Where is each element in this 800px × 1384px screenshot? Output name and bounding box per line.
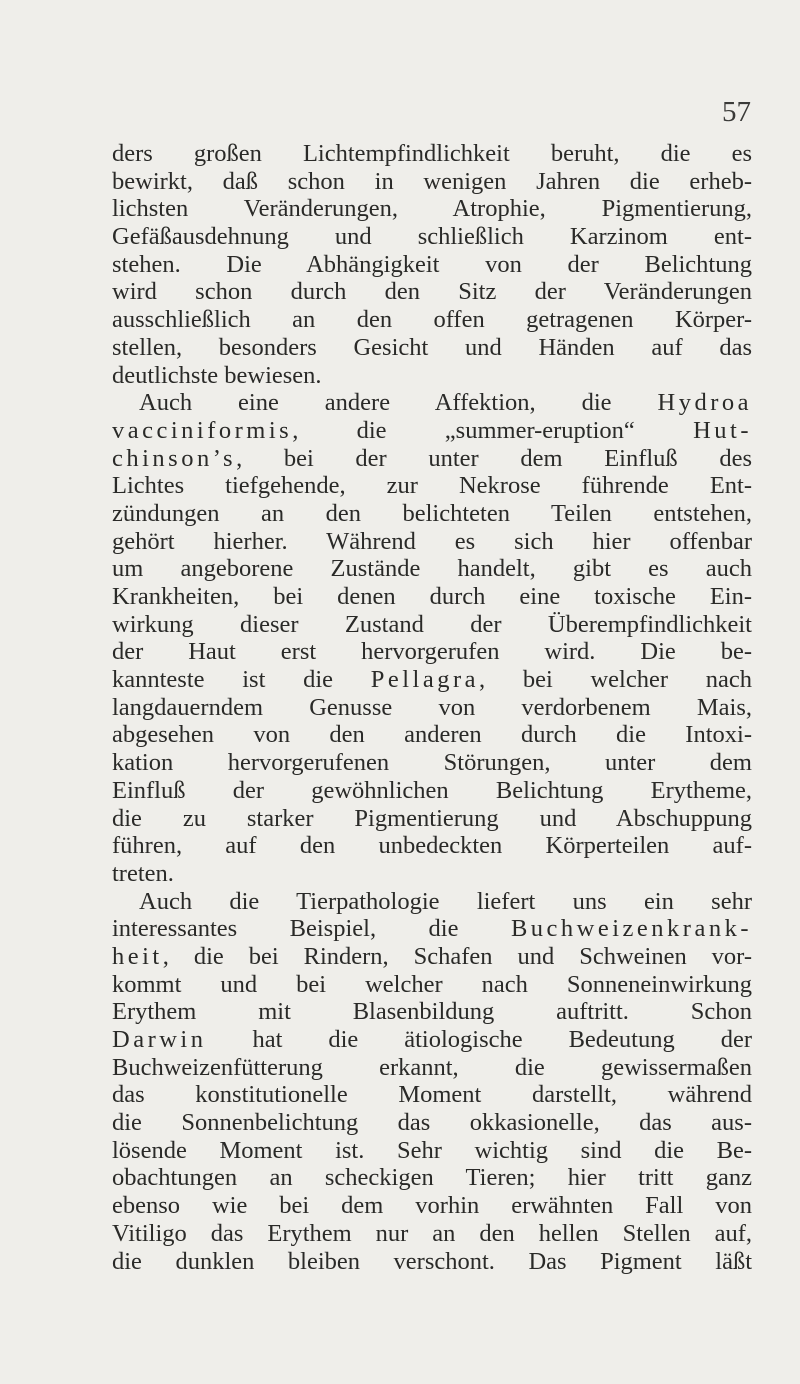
text-line: deutlichste bewiesen. [112,361,322,389]
text-line: ebenso wie bei dem vorhin erwähnten Fall von [112,1192,752,1220]
text-line: Krankheiten, bei denen durch eine toxische Ein- [112,583,752,610]
text-line: der Haut erst hervorgerufen wird. Die be- [112,638,752,666]
text-segment: , die bei Rindern, Schafen und Schweinen vor- [162,942,752,970]
text-segment: kannteste ist die [112,666,371,694]
spaced-term: Pellagra [370,666,480,694]
text-line: stellen, besonders Gesicht und Händen auf das [112,333,752,361]
spaced-term: Buchweizenkrank- [510,915,752,943]
spaced-term: vacciniformis [112,416,293,444]
text-line: gehört hierher. Während es sich hier offenbar [112,527,752,555]
text-line: führen, auf den unbedeckten Körperteilen auf- [112,832,752,860]
text-line: Lichtes tiefgehende, zur Nekrose führende Ent- [112,472,752,500]
text-line [112,1026,752,1054]
text-segment: interessantes Beispiel, die [112,915,511,943]
text-line [112,417,752,445]
text-segment: , die „summer-eruption“ [292,416,694,444]
text-line: kation hervorgerufenen Störungen, unter dem [112,749,752,777]
text-line: Gefäßausdehnung und schließlich Karzinom ent- [112,223,752,251]
text-line: das konstitutionelle Moment darstellt, während [112,1081,752,1109]
text-line: Einfluß der gewöhnlichen Belichtung Erytheme, [112,776,752,804]
text-line [112,389,752,417]
text-line: langdauerndem Genusse von verdorbenem Mais, [112,693,752,721]
text-line: lösende Moment ist. Sehr wichtig sind die Be- [112,1136,752,1164]
text-line: Erythem mit Blasenbildung auftritt. Schon [112,998,752,1026]
text-line: die Sonnenbelichtung das okkasionelle, das aus- [112,1109,752,1137]
text-line: die zu starker Pigmentierung und Abschuppung [112,804,752,832]
text-line: obachtungen an scheckigen Tieren; hier tritt ganz [112,1164,752,1192]
text-line: lichsten Veränderungen, Atrophie, Pigmentierung, [112,195,752,223]
text-line: stehen. Die Abhängigkeit von der Belichtung [112,250,752,278]
text-line: abgesehen von den anderen durch die Intoxi- [112,721,752,749]
text-line: Auch die Tierpathologie liefert uns ein sehr [139,887,752,915]
text-line: treten. [112,859,174,887]
text-line [112,915,752,943]
text-line: kommt und bei welcher nach Sonneneinwirkung [112,970,752,998]
body-text [112,140,752,1275]
text-line [112,943,752,971]
page-number: 57 [722,96,751,128]
spaced-term: chinson’s [112,444,237,472]
text-line [112,445,752,473]
text-line [112,666,752,694]
text-line: ders großen Lichtempfindlichkeit beruht, die es [112,140,752,167]
text-segment: , bei der unter dem Einfluß des [236,444,752,472]
text-line: bewirkt, daß schon in wenigen Jahren die erheb- [112,167,752,195]
spaced-term: Hut- [693,416,752,444]
text-line: Buchweizenfütterung erkannt, die gewissermaßen [112,1053,752,1081]
text-line: ausschließlich an den offen getragenen Körper- [112,306,752,334]
text-segment: Auch eine andere Affektion, die [139,389,658,417]
spaced-term: Darwin [112,1026,207,1053]
text-line: Vitiligo das Erythem nur an den hellen Stellen auf, [112,1219,752,1247]
text-line: die dunklen bleiben verschont. Das Pigment läßt [112,1247,752,1275]
text-line: wirkung dieser Zustand der Überempfindlichkeit [112,610,752,638]
text-line: wird schon durch den Sitz der Veränderungen [112,278,752,306]
text-line: um angeborene Zustände handelt, gibt es auch [112,555,752,583]
text-segment: hat die ätiologische Bedeutung der [206,1026,752,1053]
text-segment: , bei welcher nach [479,666,752,694]
text-line: zündungen an den belichteten Teilen entstehen, [112,499,752,527]
spaced-term: Hydroa [657,389,752,417]
spaced-term: heit [112,942,163,970]
